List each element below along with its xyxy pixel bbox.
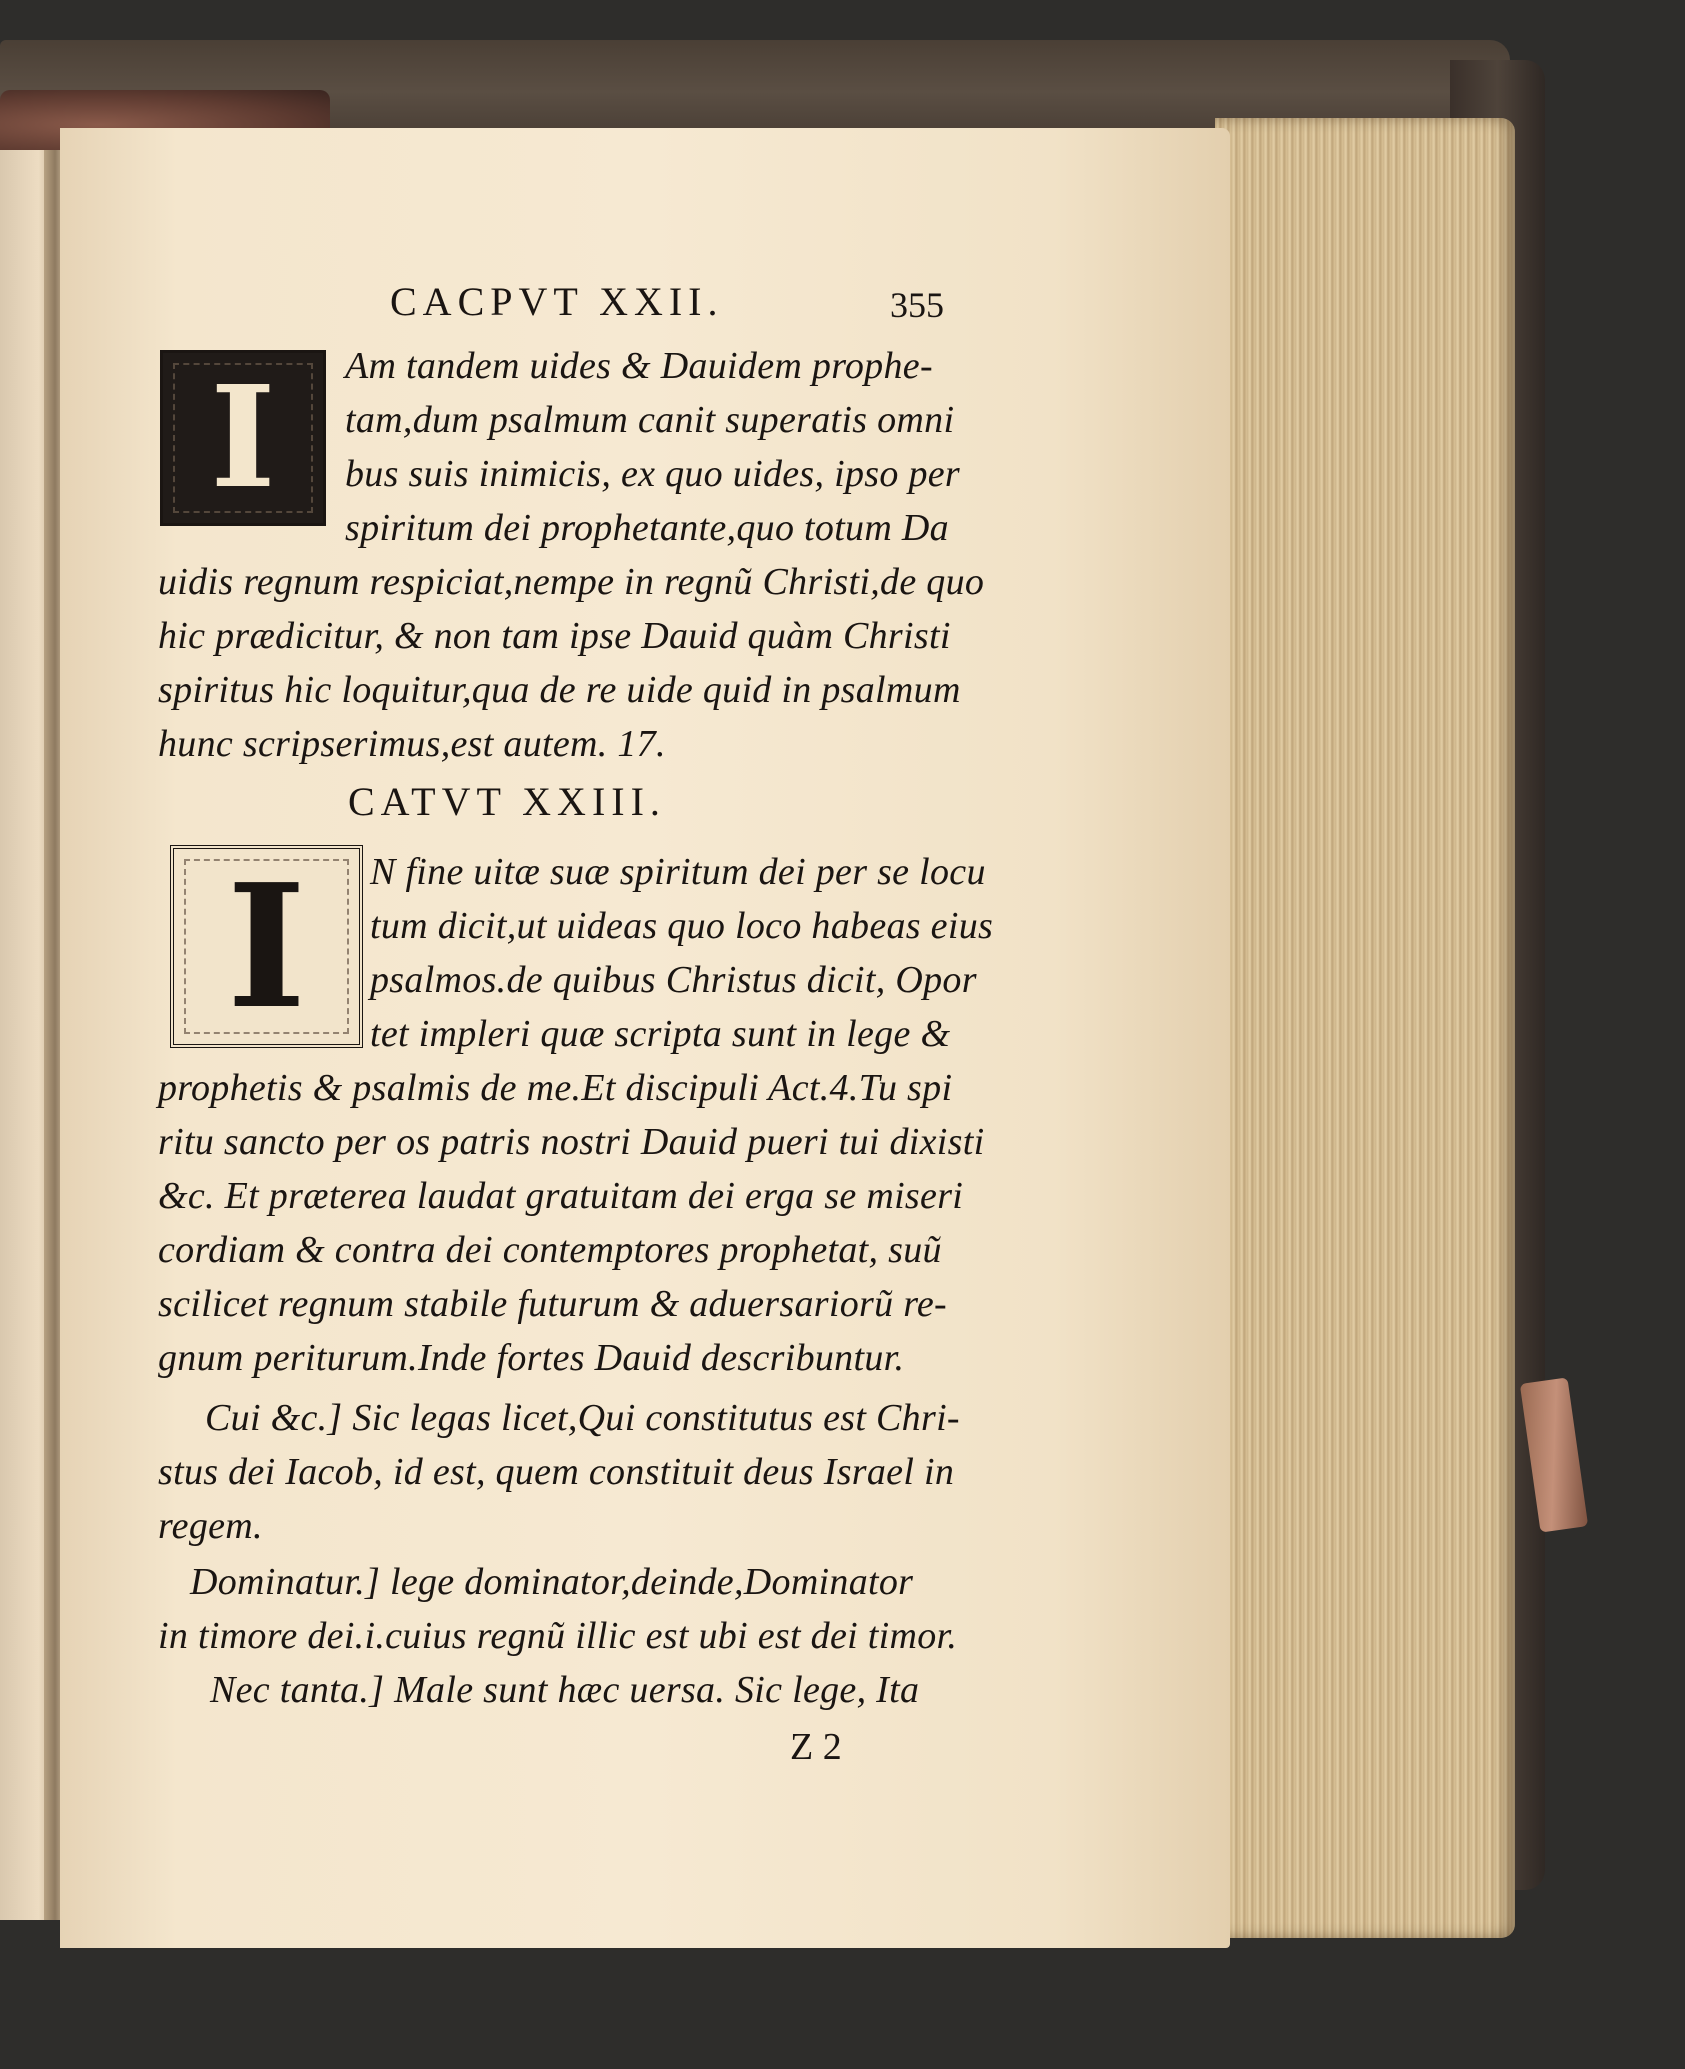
text-line: tam,dum psalmum canit superatis omni	[345, 399, 955, 441]
text-line: in timore dei.i.cuius regnũ illic est ubi est dei timor.	[158, 1615, 958, 1657]
text-line: Am tandem uides & Dauidem prophe-	[345, 345, 933, 387]
text-line: cordiam & contra dei contemptores prophetat, suũ	[158, 1229, 942, 1271]
text-line: stus dei Iacob, id est, quem constituit deus Israel in	[158, 1451, 955, 1493]
initial-letter: I	[226, 846, 307, 1047]
text-line: prophetis & psalmis de me.Et discipuli Act.4.Tu spi	[158, 1067, 953, 1109]
text-line: spiritus hic loquitur,qua de re uide quid in psalmum	[158, 669, 961, 711]
text-line: ritu sancto per os patris nostri Dauid pueri tui dixisti	[158, 1121, 985, 1163]
text-line: scilicet regnum stabile futurum & aduersariorũ re-	[158, 1283, 948, 1325]
initial-letter: I	[210, 356, 276, 520]
text-line: bus suis inimicis, ex quo uides, ipso per	[345, 453, 960, 495]
text-line: spiritum dei prophetante,quo totum Da	[345, 507, 949, 549]
ornament-border	[184, 846, 349, 1047]
text-line: N fine uitæ suæ spiritum dei per se locu	[370, 851, 986, 893]
text-line: hunc scripserimus,est autem. 17.	[158, 723, 666, 765]
text-line: Dominatur.] lege dominator,deinde,Dominator	[190, 1561, 914, 1603]
text-line: tum dicit,ut uideas quo loco habeas eius	[370, 905, 994, 947]
text-line: hic prædicitur, & non tam ipse Dauid quàm Christi	[158, 615, 951, 657]
signature-mark: Z 2	[790, 1726, 842, 1768]
text-line: uidis regnum respiciat,nempe in regnũ Christi,de quo	[158, 561, 985, 603]
text-line: Cui &c.] Sic legas licet,Qui constitutus est Chri-	[205, 1397, 960, 1439]
text-line: tet impleri quæ scripta sunt in lege &	[370, 1013, 951, 1055]
running-header: CACPVT XXII.	[390, 279, 724, 324]
text-line: psalmos.de quibus Christus dicit, Opor	[370, 959, 977, 1001]
page-fore-edge	[1215, 118, 1515, 1938]
woodcut-initial-1	[160, 350, 326, 526]
page-number: 355	[890, 285, 944, 325]
chapter-23-heading: CATVT XXIII.	[348, 779, 666, 824]
woodcut-initial-2	[170, 845, 363, 1048]
text-line: gnum periturum.Inde fortes Dauid describuntur.	[158, 1337, 905, 1379]
text-line: regem.	[158, 1505, 263, 1547]
text-line: &c. Et præterea laudat gratuitam dei erga se miseri	[158, 1175, 964, 1217]
ornament-border	[173, 356, 313, 520]
text-line: Nec tanta.] Male sunt hæc uersa. Sic lege, Ita	[210, 1669, 920, 1711]
